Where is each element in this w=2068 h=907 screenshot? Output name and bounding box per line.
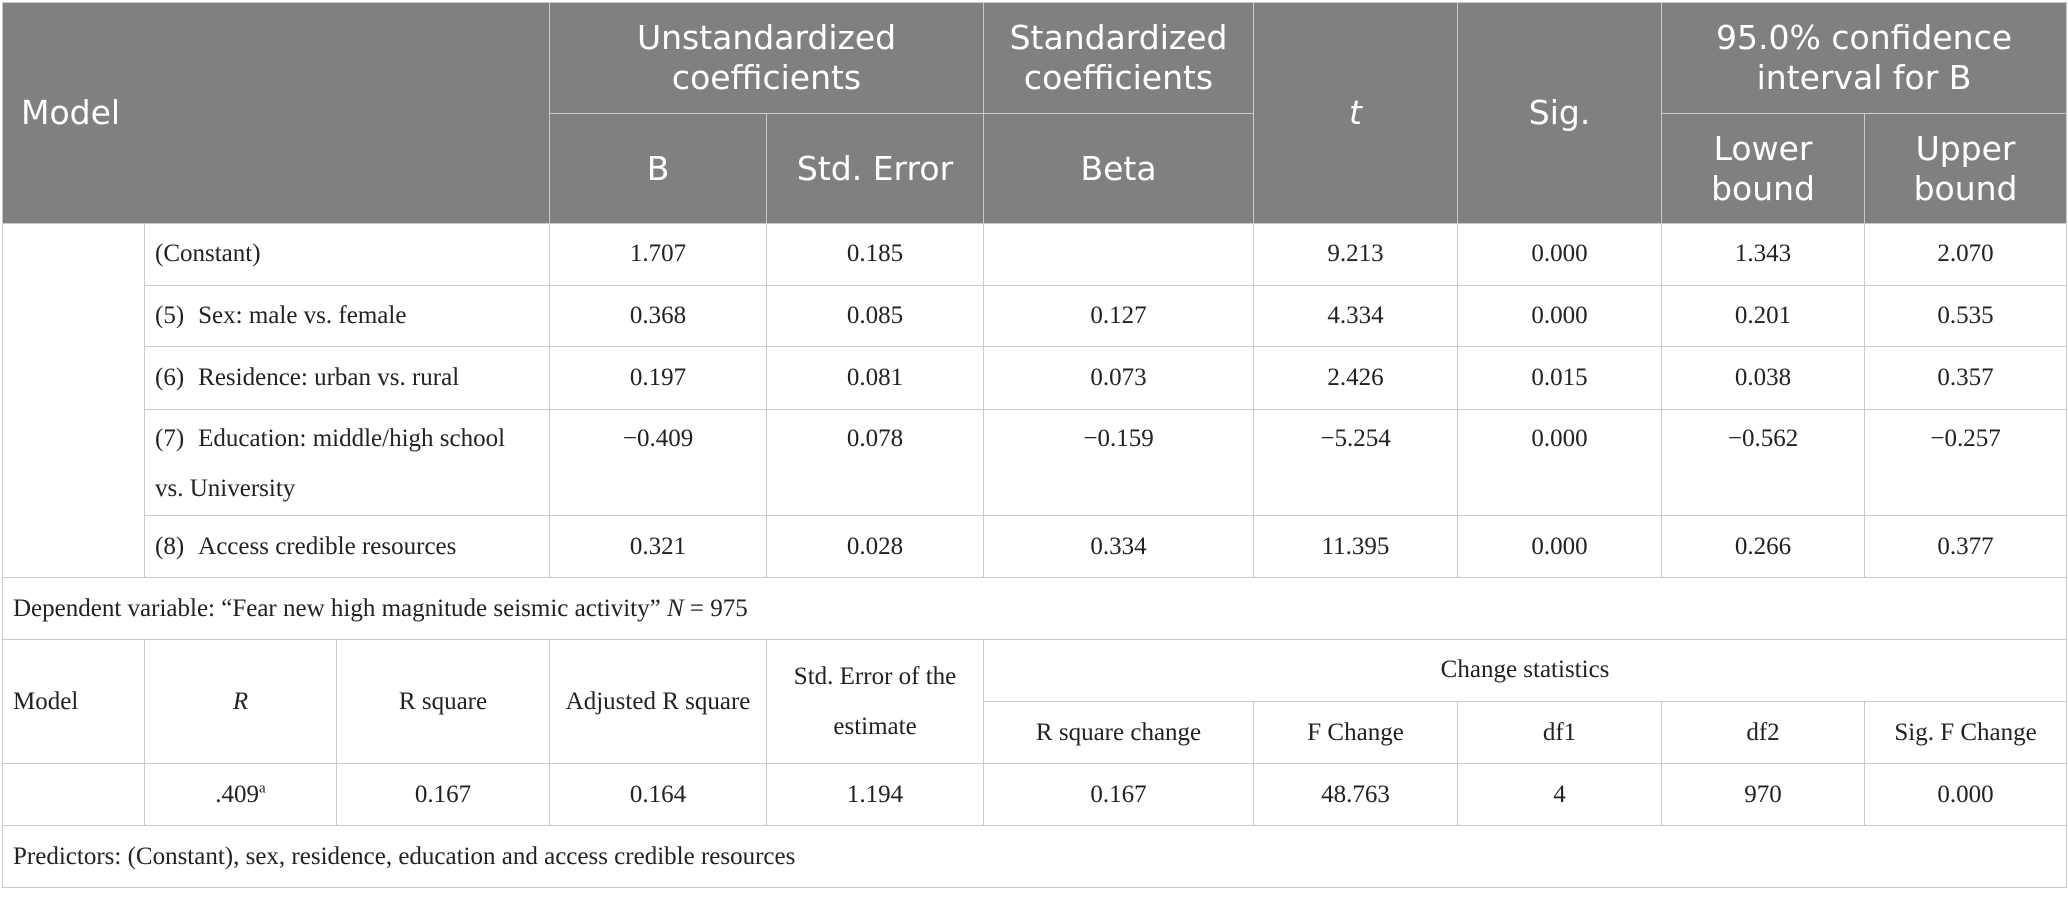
std-error-value: 0.085 xyxy=(767,285,984,347)
t-header: t xyxy=(1254,3,1458,224)
t-value: 4.334 xyxy=(1254,285,1458,347)
model-header: Model xyxy=(3,3,550,224)
std-error-value: 0.078 xyxy=(767,410,984,516)
lower-bound-value: 0.038 xyxy=(1662,347,1865,410)
beta-value: 0.073 xyxy=(984,347,1254,410)
sig-header: Sig. xyxy=(1458,3,1662,224)
summary-adj-r-square-value: 0.164 xyxy=(550,764,767,826)
b-header: B xyxy=(550,114,767,224)
std-error-value: 0.185 xyxy=(767,224,984,286)
f-change-header: F Change xyxy=(1254,701,1458,764)
table-row xyxy=(3,347,2067,410)
table-row xyxy=(3,410,2067,516)
lower-bound-value: −0.562 xyxy=(1662,410,1865,516)
lower-bound-value: 0.266 xyxy=(1662,516,1865,578)
row-label: (Constant) xyxy=(145,224,550,286)
n-label: N xyxy=(666,594,684,622)
row-label: (7) Education: middle/high school vs. University xyxy=(145,410,550,516)
df1-value: 4 xyxy=(1458,764,1662,826)
beta-value: 0.127 xyxy=(984,285,1254,347)
table-row xyxy=(3,224,2067,286)
confidence-interval-header: 95.0% confidence interval for B xyxy=(1662,3,2067,114)
upper-bound-value: −0.257 xyxy=(1865,410,2067,516)
table-row xyxy=(3,516,2067,578)
sig-value: 0.000 xyxy=(1458,285,1662,347)
beta-value: −0.159 xyxy=(984,410,1254,516)
df1-header: df1 xyxy=(1458,701,1662,764)
b-value: 1.707 xyxy=(550,224,767,286)
t-value: 11.395 xyxy=(1254,516,1458,578)
regression-table xyxy=(2,2,2067,888)
summary-r-value: .409$^a$ xyxy=(145,764,337,826)
lower-bound-value: 1.343 xyxy=(1662,224,1865,286)
beta-header: Beta xyxy=(984,114,1254,224)
beta-value: 0.334 xyxy=(984,516,1254,578)
summary-std-error-estimate-header: Std. Error of the estimate xyxy=(767,639,984,763)
predictors-note: Predictors: (Constant), sex, residence, education and access credible resources xyxy=(3,826,2067,888)
upper-bound-value: 0.535 xyxy=(1865,285,2067,347)
b-value: 0.197 xyxy=(550,347,767,410)
change-statistics-header: Change statistics xyxy=(984,639,2067,701)
f-change-value: 48.763 xyxy=(1254,764,1458,826)
t-value: 2.426 xyxy=(1254,347,1458,410)
summary-model-value xyxy=(3,764,145,826)
r-square-change-value: 0.167 xyxy=(984,764,1254,826)
summary-adj-r-square-header: Adjusted R square xyxy=(550,639,767,763)
upper-bound-header: Upper bound xyxy=(1865,114,2067,224)
dependent-variable-note: Dependent variable: “Fear new high magnitude seismic activity” N = 975 xyxy=(3,578,2067,640)
summary-r-square-value: 0.167 xyxy=(337,764,550,826)
b-value: 0.321 xyxy=(550,516,767,578)
t-value: −5.254 xyxy=(1254,410,1458,516)
b-value: −0.409 xyxy=(550,410,767,516)
predictors-row xyxy=(3,826,2067,888)
r-square-change-header: R square change xyxy=(984,701,1254,764)
summary-model-header: Model xyxy=(3,639,145,763)
row-label: (8) Access credible resources xyxy=(145,516,550,578)
sig-value: 0.000 xyxy=(1458,410,1662,516)
lower-bound-header: Lower bound xyxy=(1662,114,1865,224)
unstandardized-header: Unstandardized coefficients xyxy=(550,3,984,114)
dependent-variable-row xyxy=(3,578,2067,640)
upper-bound-value: 0.377 xyxy=(1865,516,2067,578)
model-cell xyxy=(3,224,145,578)
sig-value: 0.015 xyxy=(1458,347,1662,410)
sig-value: 0.000 xyxy=(1458,516,1662,578)
upper-bound-value: 2.070 xyxy=(1865,224,2067,286)
std-error-header: Std. Error xyxy=(767,114,984,224)
standardized-header: Standardized coefficients xyxy=(984,3,1254,114)
sig-f-change-header: Sig. F Change xyxy=(1865,701,2067,764)
row-label: (5) Sex: male vs. female xyxy=(145,285,550,347)
sig-f-change-value: 0.000 xyxy=(1865,764,2067,826)
std-error-value: 0.028 xyxy=(767,516,984,578)
b-value: 0.368 xyxy=(550,285,767,347)
row-label: (6) Residence: urban vs. rural xyxy=(145,347,550,410)
summary-row xyxy=(3,764,2067,826)
beta-value xyxy=(984,224,1254,286)
summary-header-row xyxy=(3,639,2067,701)
t-value: 9.213 xyxy=(1254,224,1458,286)
sig-value: 0.000 xyxy=(1458,224,1662,286)
df2-value: 970 xyxy=(1662,764,1865,826)
summary-std-error-estimate-value: 1.194 xyxy=(767,764,984,826)
table-row xyxy=(3,285,2067,347)
upper-bound-value: 0.357 xyxy=(1865,347,2067,410)
std-error-value: 0.081 xyxy=(767,347,984,410)
lower-bound-value: 0.201 xyxy=(1662,285,1865,347)
df2-header: df2 xyxy=(1662,701,1865,764)
summary-r-square-header: R square xyxy=(337,639,550,763)
summary-r-header: R xyxy=(145,639,337,763)
